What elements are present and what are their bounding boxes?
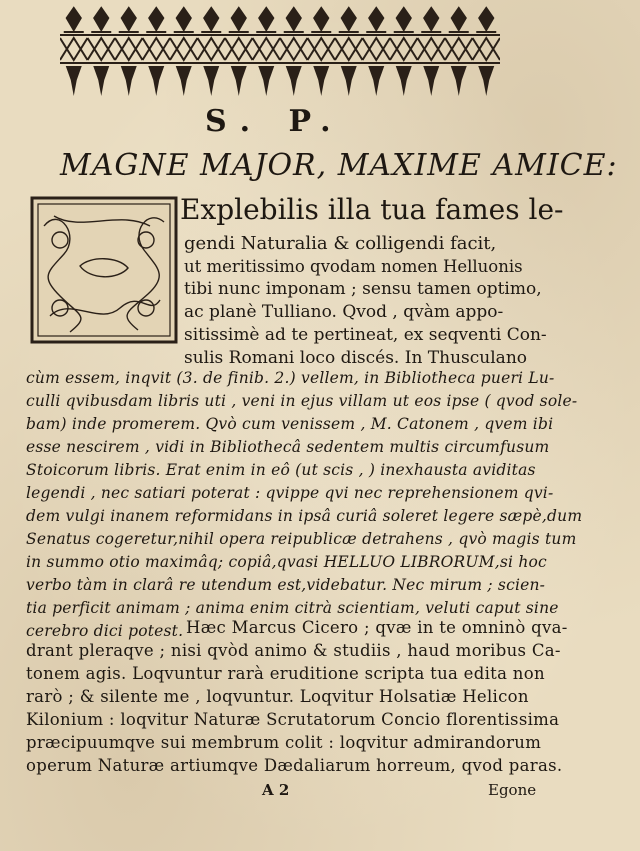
- text-line: operum Naturæ artiumqve Dædaliarum horreum, qvod paras.: [26, 756, 563, 775]
- quote-line: verbo tàm in clarâ re utendum est,videbatur. Nec mirum ; scien-: [26, 576, 546, 594]
- quote-line: esse nescirem , vidi in Bibliothecâ sedentem multis circumfusum: [26, 438, 550, 456]
- quote-line: in summo otio maximâq; copiâ,qvasi HELLUO LIBRORUM,si hoc: [26, 553, 547, 571]
- text-line: drant pleraqve ; nisi qvòd animo & studiis , haud moribus Ca-: [26, 641, 561, 660]
- catchword: Egone: [488, 781, 537, 799]
- text-line: tonem agis. Loqvuntur rarà eruditione scripta tua edita non: [26, 664, 545, 683]
- quote-line: culli qvibusdam libris uti , veni in ejus villam ut eos ipse ( qvod sole-: [26, 392, 578, 410]
- text-line: ac planè Tulliano. Qvod , qvàm appo-: [184, 302, 504, 322]
- signature-mark: S. P.: [205, 104, 345, 139]
- text-line: Hæc Marcus Cicero ; qvæ in te omninò qva-: [186, 618, 568, 637]
- decorated-initial: [30, 196, 178, 344]
- text-line: Kilonium : loqvitur Naturæ Scrutatorum Concio florentissima: [26, 710, 560, 729]
- text-line: sitissimè ad te pertineat, ex seqventi Con-: [184, 325, 547, 345]
- text-line: tibi nunc imponam ; sensu tamen optimo,: [184, 279, 542, 299]
- text-line: rarò ; & silente me , loqvuntur. Loqvitur Holsatiæ Helicon: [26, 687, 529, 706]
- signature-a2: A 2: [262, 781, 290, 799]
- quote-line: tia perficit animam ; anima enim citrà scientiam, veluti caput sine: [26, 599, 559, 617]
- quote-line: Senatus cogeretur,nihil opera reipublicæ detrahens , qvò magis tum: [26, 530, 577, 548]
- salutation: MAGNE MAJOR, MAXIME AMICE:: [60, 148, 618, 183]
- quote-line: legendi , nec satiari poterat : qvippe qvi nec reprehensionem qvi-: [26, 484, 554, 502]
- quote-line: cerebro dici potest.: [26, 622, 184, 640]
- opening-line: Explebilis illa tua fames le-: [180, 193, 564, 226]
- page-footer: [26, 781, 606, 805]
- quote-line: bam) inde promerem. Qvò cum venissem , M. Catonem , qvem ibi: [26, 415, 554, 433]
- text-line: præcipuumqve sui membrum colit : loqvitur admirandorum: [26, 733, 542, 752]
- quote-line: Stoicorum libris. Erat enim in eô (ut scis , ) inexhausta aviditas: [26, 461, 536, 479]
- quote-line: dem vulgi inanem reformidans in ipsâ curiâ soleret legere sæpè,dum: [26, 507, 583, 525]
- text-line: ut meritissimo qvodam nomen Helluonis: [184, 257, 523, 276]
- quote-line: cùm essem, inqvit (3. de finib. 2.) vellem, in Bibliotheca pueri Lu-: [26, 369, 555, 387]
- ornament-headpiece: [60, 4, 500, 100]
- text-line: gendi Naturalia & colligendi facit,: [184, 233, 497, 254]
- text-line: sulis Romani loco discés. In Thusculano: [184, 348, 527, 368]
